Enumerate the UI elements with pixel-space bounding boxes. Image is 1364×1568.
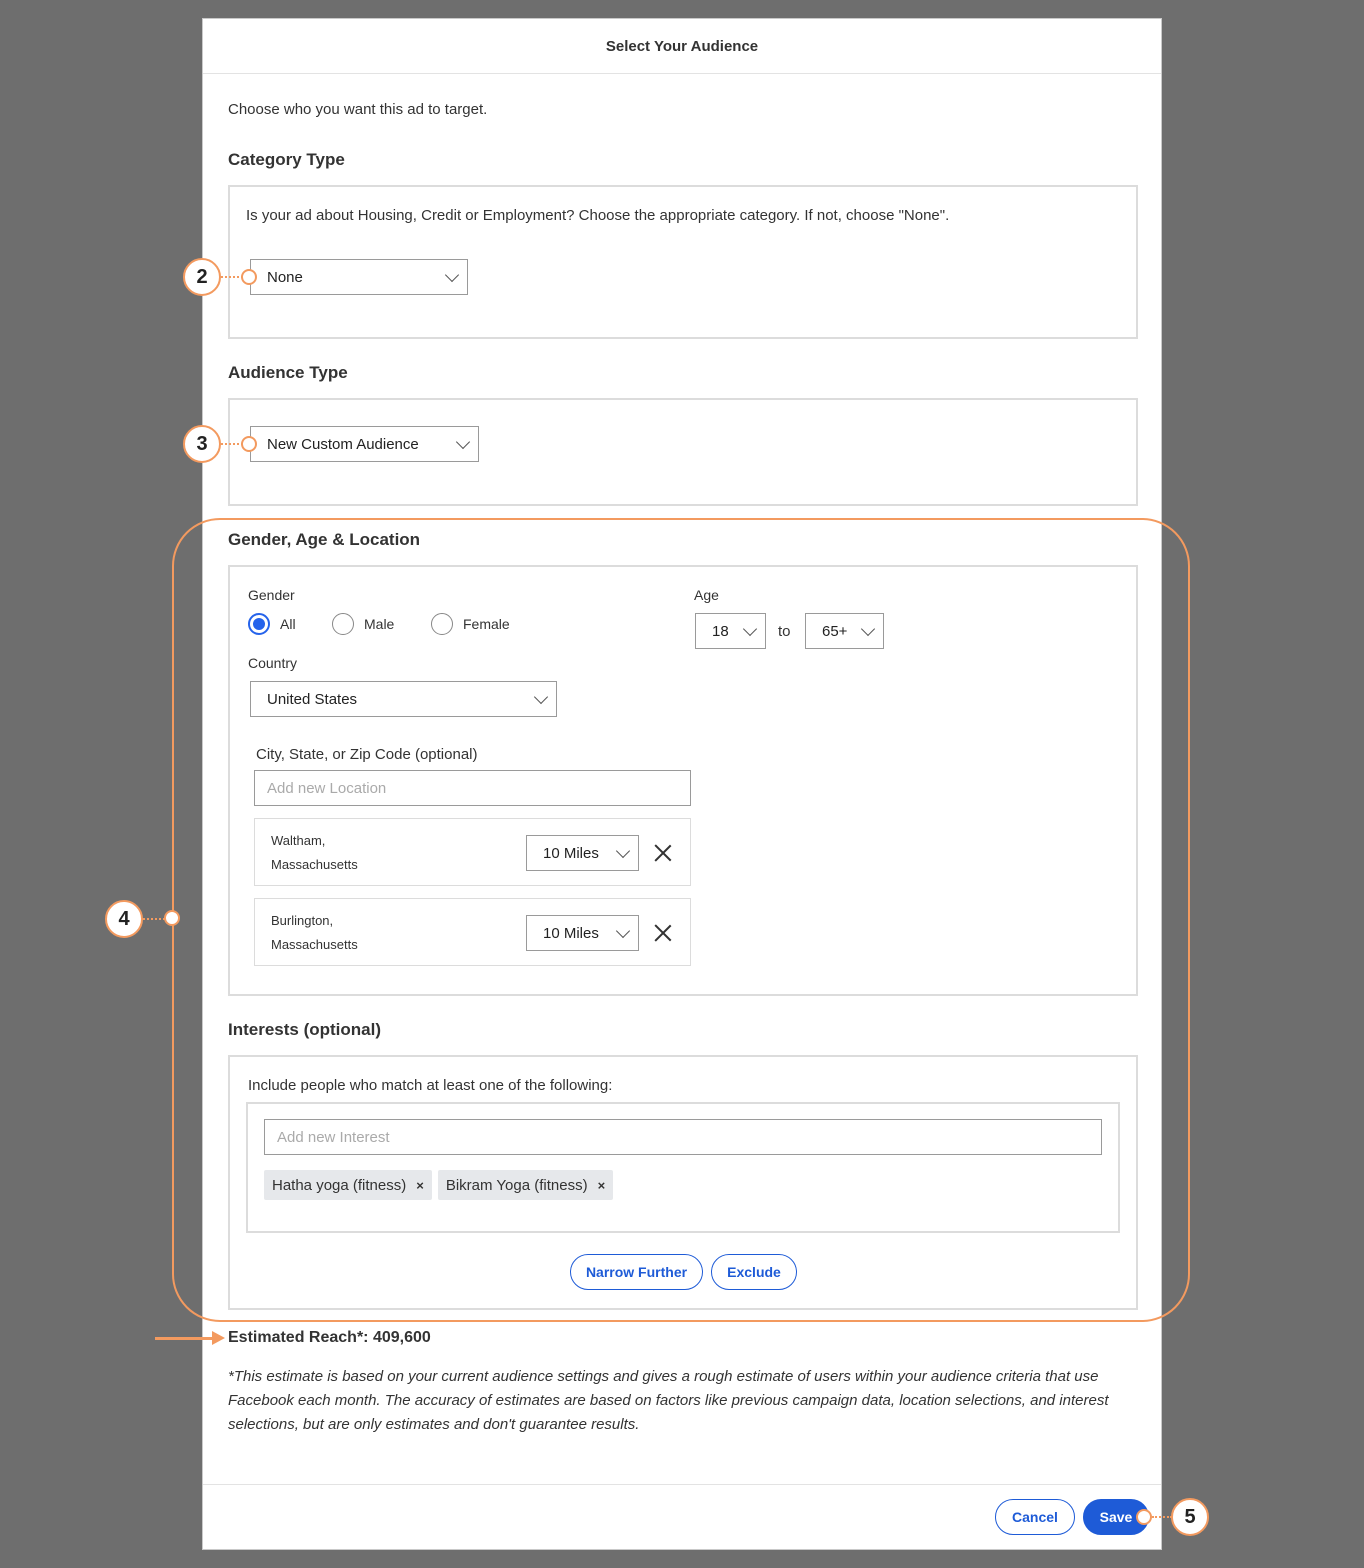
- location-input[interactable]: Add new Location: [254, 770, 691, 806]
- age-label: Age: [694, 587, 719, 603]
- radius-value: 10 Miles: [543, 844, 599, 862]
- country-value: United States: [267, 690, 358, 708]
- category-select-value: None: [267, 268, 303, 286]
- callout-badge: 4: [105, 900, 143, 938]
- category-box: [228, 185, 1138, 339]
- location-state: Massachusetts: [271, 937, 358, 952]
- callout-leader: [221, 276, 243, 278]
- age-from-value: 18: [712, 622, 729, 640]
- category-select[interactable]: [250, 259, 468, 295]
- chevron-down-icon: [456, 434, 470, 448]
- reach-disclaimer: *This estimate is based on your current audience settings and gives a rough estimate of users within your audience criteria that use Facebook each month. The accuracy of estimates are based on factors like previous campaign data, location selections, and interest selections, but are only estimates and don't guarantee results.: [228, 1368, 1109, 1433]
- audience-select-value: New Custom Audience: [267, 435, 419, 453]
- chip-remove-icon[interactable]: ×: [416, 1177, 424, 1193]
- location-city: Burlington,: [271, 913, 334, 928]
- callout-badge: 5: [1171, 1498, 1209, 1536]
- audience-select[interactable]: [250, 426, 479, 462]
- gender-option-label: Female: [463, 616, 510, 632]
- category-prompt: Is your ad about Housing, Credit or Employment? Choose the appropriate category. If not, choose "None".: [246, 207, 950, 224]
- callout-anchor: [164, 910, 180, 926]
- age-to-value: 65+: [822, 622, 848, 640]
- callout-badge: 3: [183, 425, 221, 463]
- reach-arrow-line: [155, 1337, 215, 1340]
- save-button[interactable]: Save: [1083, 1499, 1149, 1535]
- gender-option-label: All: [280, 616, 296, 632]
- location-label: City, State, or Zip Code (optional): [256, 746, 478, 763]
- highlight-outline: [172, 518, 1190, 1322]
- interest-chip-label: Bikram Yoga (fitness): [445, 1176, 588, 1194]
- interests-title: Interests (optional): [228, 1020, 382, 1039]
- intro-text: Choose who you want this ad to target.: [228, 101, 488, 118]
- estimated-reach: Estimated Reach*: 409,600: [228, 1329, 431, 1346]
- audience-box: [228, 398, 1138, 506]
- audience-title: Audience Type: [228, 363, 348, 382]
- callout-anchor: [1136, 1509, 1152, 1525]
- age-to-word: to: [778, 623, 791, 640]
- interest-chip-label: Hatha yoga (fitness): [272, 1176, 407, 1194]
- gender-option-label: Male: [364, 616, 395, 632]
- modal-title: Select Your Audience: [203, 19, 1161, 74]
- location-city: Waltham,: [271, 833, 326, 848]
- callout-leader: [143, 918, 165, 920]
- interest-input[interactable]: Add new Interest: [264, 1119, 1102, 1155]
- category-title: Category Type: [228, 150, 345, 169]
- country-label: Country: [248, 655, 298, 671]
- footer-divider: [203, 1484, 1161, 1485]
- radius-value: 10 Miles: [543, 924, 599, 942]
- callout-leader: [1152, 1516, 1172, 1518]
- callout-badge: 2: [183, 258, 221, 296]
- cancel-button[interactable]: Cancel: [995, 1499, 1075, 1535]
- narrow-further-button[interactable]: Narrow Further: [570, 1254, 703, 1290]
- gal-title: Gender, Age & Location: [228, 530, 421, 549]
- exclude-button[interactable]: Exclude: [711, 1254, 797, 1290]
- gender-label: Gender: [248, 587, 295, 603]
- reach-arrow-icon: [212, 1331, 225, 1345]
- chevron-down-icon: [445, 267, 459, 281]
- chip-remove-icon[interactable]: ×: [597, 1177, 606, 1193]
- callout-anchor: [241, 269, 257, 285]
- callout-leader: [221, 443, 243, 445]
- location-state: Massachusetts: [271, 857, 358, 872]
- callout-anchor: [241, 436, 257, 452]
- interests-prompt: Include people who match at least one of the following:: [248, 1077, 613, 1094]
